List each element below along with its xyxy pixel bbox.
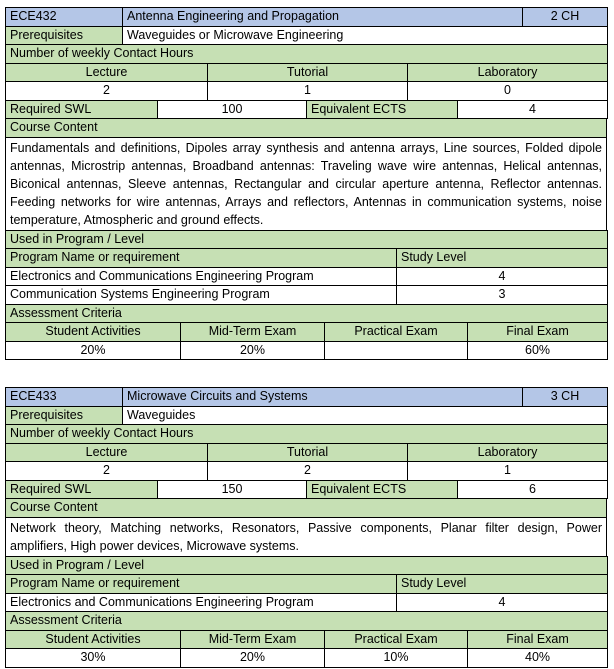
course-title-row [6, 388, 608, 407]
programs-table [5, 556, 608, 613]
lecture-value: 2 [6, 462, 208, 481]
programs-table [5, 230, 608, 305]
course-title: Microwave Circuits and Systems [123, 388, 523, 407]
program-level: 3 [397, 286, 608, 305]
contact-hours-table [5, 424, 608, 481]
swl-label: Required SWL [6, 480, 158, 499]
course-code: ECE433 [6, 388, 123, 407]
student-activities-header: Student Activities [6, 630, 181, 649]
practical-value: 10% [325, 649, 468, 668]
laboratory-header: Laboratory [408, 63, 608, 82]
assessment-table [5, 304, 608, 361]
contact-hours-label: Number of weekly Contact Hours [6, 425, 608, 444]
assessment-table [5, 611, 608, 668]
programs-header-row [6, 575, 608, 594]
swl-value: 150 [158, 480, 307, 499]
assessment-header-row [6, 323, 608, 342]
lecture-value: 2 [6, 82, 208, 101]
final-value: 40% [468, 649, 608, 668]
final-header: Final Exam [468, 630, 608, 649]
program-name-header: Program Name or requirement [6, 575, 397, 594]
credit-hours: 2 CH [523, 8, 608, 27]
assessment-label: Assessment Criteria [6, 612, 608, 631]
tutorial-header: Tutorial [208, 63, 408, 82]
ects-label: Equivalent ECTS [307, 480, 458, 499]
workload-table [5, 480, 608, 500]
prerequisites-label: Prerequisites [6, 26, 123, 45]
program-level: 4 [397, 267, 608, 286]
tutorial-header: Tutorial [208, 443, 408, 462]
contact-hours-values-row [6, 462, 608, 481]
midterm-header: Mid-Term Exam [181, 630, 325, 649]
midterm-value: 20% [181, 649, 325, 668]
program-name: Electronics and Communications Engineering Program [6, 267, 397, 286]
contact-hours-header-row [6, 443, 608, 462]
laboratory-value: 1 [408, 462, 608, 481]
assessment-values-row [6, 341, 608, 360]
swl-value: 100 [158, 100, 307, 119]
program-level: 4 [397, 593, 608, 612]
practical-value [325, 341, 468, 360]
workload-row [6, 100, 608, 119]
student-activities-header: Student Activities [6, 323, 181, 342]
ects-label: Equivalent ECTS [307, 100, 458, 119]
lecture-header: Lecture [6, 63, 208, 82]
laboratory-header: Laboratory [408, 443, 608, 462]
final-header: Final Exam [468, 323, 608, 342]
workload-table [5, 100, 608, 120]
prerequisites-value: Waveguides [123, 406, 608, 425]
programs-label: Used in Program / Level [6, 556, 608, 575]
course-code: ECE432 [6, 8, 123, 27]
midterm-value: 20% [181, 341, 325, 360]
course-title: Antenna Engineering and Propagation [123, 8, 523, 27]
program-name: Communication Systems Engineering Program [6, 286, 397, 305]
course-content-label: Course Content [6, 119, 607, 138]
practical-header: Practical Exam [325, 323, 468, 342]
contact-hours-table [5, 44, 608, 101]
assessment-header-row [6, 630, 608, 649]
prerequisites-row [6, 26, 608, 45]
prerequisites-row [6, 406, 608, 425]
workload-row [6, 480, 608, 499]
content-table [5, 498, 607, 557]
program-row [6, 286, 608, 305]
ects-value: 4 [458, 100, 608, 119]
course-table-ece432 [5, 7, 607, 360]
program-name-header: Program Name or requirement [6, 249, 397, 268]
course-content-text: Fundamentals and definitions, Dipoles array synthesis and antenna arrays, Line sources, Folded dipole antennas, Microstrip antennas, Broadband antennas: Traveling wave wire antennas, Helical antennas, Biconical antennas, Sleeve antennas, Rectangular and circular aperture antenna, Reflector antennas. Feeding networks for wire antennas, Arrays and reflectors, Antennas in communication systems, noise temperature, Atmospheric and ground effects. [6, 137, 607, 230]
study-level-header: Study Level [397, 249, 608, 268]
programs-label: Used in Program / Level [6, 230, 608, 249]
course-header-table [5, 7, 608, 45]
programs-header-row [6, 249, 608, 268]
contact-hours-label: Number of weekly Contact Hours [6, 45, 608, 64]
assessment-label: Assessment Criteria [6, 304, 608, 323]
final-value: 60% [468, 341, 608, 360]
contact-hours-header-row [6, 63, 608, 82]
prerequisites-value: Waveguides or Microwave Engineering [123, 26, 608, 45]
program-name: Electronics and Communications Engineering Program [6, 593, 397, 612]
tutorial-value: 1 [208, 82, 408, 101]
course-content-text: Network theory, Matching networks, Resonators, Passive components, Planar filter design, Power amplifiers, High power devices, Microwave systems. [6, 517, 607, 556]
student-activities-value: 30% [6, 649, 181, 668]
practical-header: Practical Exam [325, 630, 468, 649]
laboratory-value: 0 [408, 82, 608, 101]
ects-value: 6 [458, 480, 608, 499]
program-row [6, 267, 608, 286]
student-activities-value: 20% [6, 341, 181, 360]
contact-hours-values-row [6, 82, 608, 101]
study-level-header: Study Level [397, 575, 608, 594]
midterm-header: Mid-Term Exam [181, 323, 325, 342]
course-title-row [6, 8, 608, 27]
course-table-ece433 [5, 387, 607, 668]
prerequisites-label: Prerequisites [6, 406, 123, 425]
credit-hours: 3 CH [523, 388, 608, 407]
tutorial-value: 2 [208, 462, 408, 481]
course-header-table [5, 387, 608, 425]
course-content-label: Course Content [6, 499, 607, 518]
assessment-values-row [6, 649, 608, 668]
program-row [6, 593, 608, 612]
content-table [5, 118, 607, 231]
swl-label: Required SWL [6, 100, 158, 119]
lecture-header: Lecture [6, 443, 208, 462]
